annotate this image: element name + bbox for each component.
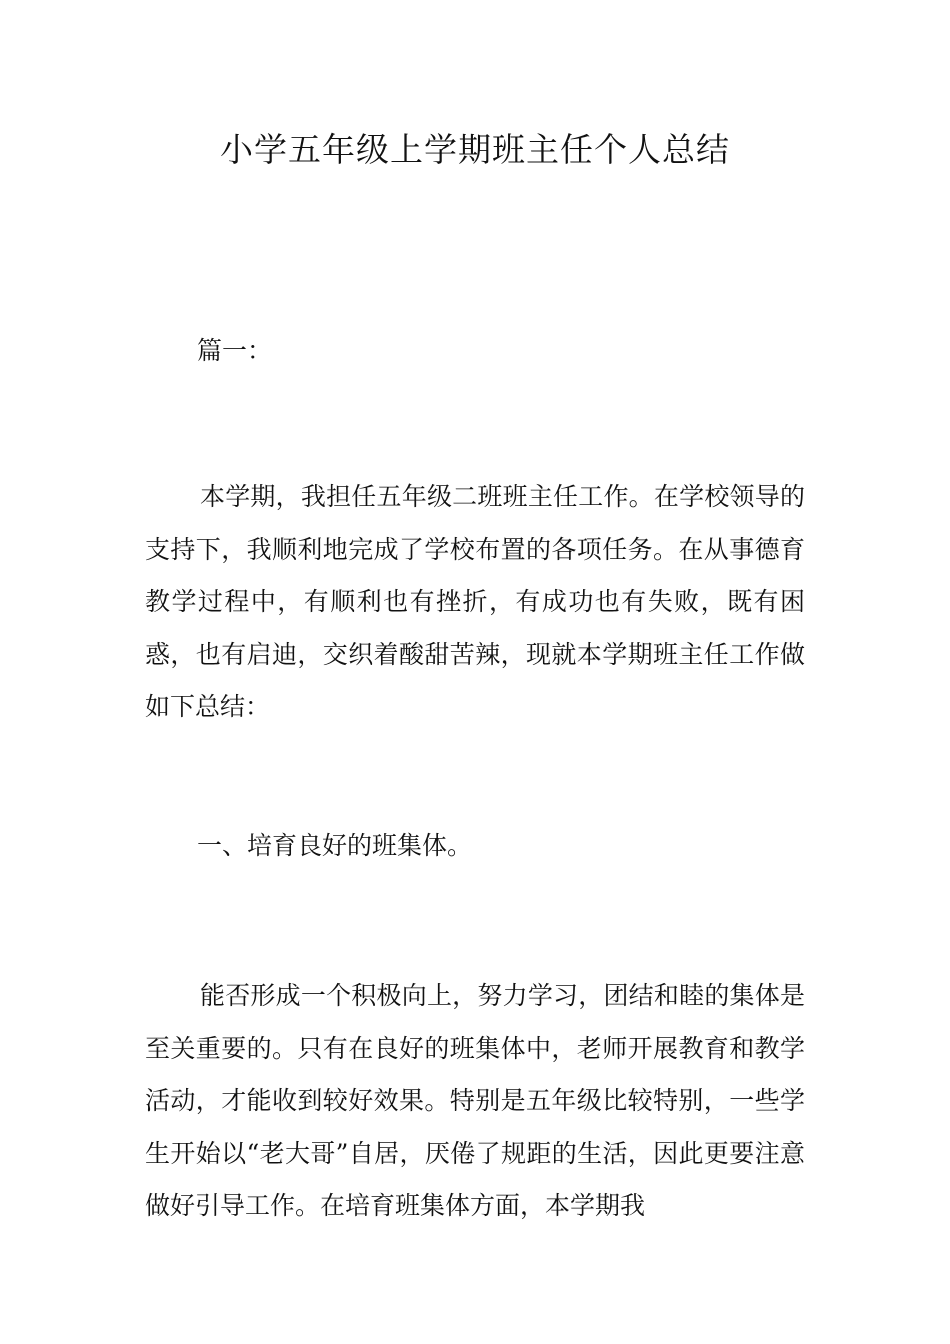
- section-heading-1: 一、培育良好的班集体。: [197, 831, 473, 860]
- paragraph-1: 能否形成一个积极向上，努力学习，团结和睦的集体是至关重要的。只有在良好的班集体中，老师开展教育和教学活动，才能收到较好效果。特别是五年级比较特别，一些学生开始以“老大哥”自居，厌倦了规距的生活，因此更要注意做好引导工作。在培育班集体方面，本学期我: [145, 981, 805, 1220]
- section-label: 篇一：: [197, 336, 273, 365]
- intro-paragraph: 本学期，我担任五年级二班班主任工作。在学校领导的支持下，我顺利地完成了学校布置的各项任务。在从事德育教学过程中，有顺利也有挫折，有成功也有失败，既有困惑，也有启迪，交织着酸甜苦辣，现就本学期班主任工作做如下总结：: [145, 482, 805, 721]
- document-title: 小学五年级上学期班主任个人总结: [220, 130, 730, 169]
